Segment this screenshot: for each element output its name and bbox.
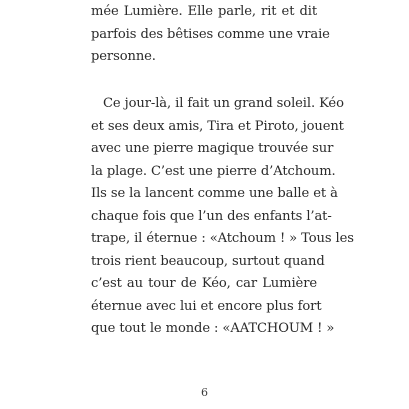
page-number: 6 <box>201 386 208 399</box>
text-line: parfois des bêtises comme une vraie <box>91 26 330 42</box>
text-line: trape, il éternue : «Atchoum ! » Tous les <box>91 231 354 246</box>
text-line: mée Lumière. Elle parle, rit et dit <box>91 4 317 19</box>
paragraph-1 <box>91 1 330 69</box>
text-line: Ce jour-là, il fait un grand soleil. Kéo <box>103 96 344 111</box>
text-line: éternue avec lui et encore plus fort <box>91 298 322 314</box>
text-line: Ils se la lancent comme une balle et à <box>91 186 338 201</box>
text-line: avec une pierre magique trouvée sur <box>91 141 334 156</box>
text-line: trois rient beaucoup, surtout quand <box>91 253 325 269</box>
text-line: c’est au tour de Kéo, car Lumière <box>91 276 317 291</box>
paragraph-2 <box>91 93 354 341</box>
text-line: chaque fois que l’un des enfants l’at- <box>91 208 332 224</box>
text-line: et ses deux amis, Tira et Piroto, jouent <box>91 118 344 134</box>
text-line: personne. <box>91 49 156 64</box>
text-line: que tout le monde : «AATCHOUM ! » <box>91 321 335 336</box>
text-line: la plage. C’est une pierre d’Atchoum. <box>91 163 336 179</box>
